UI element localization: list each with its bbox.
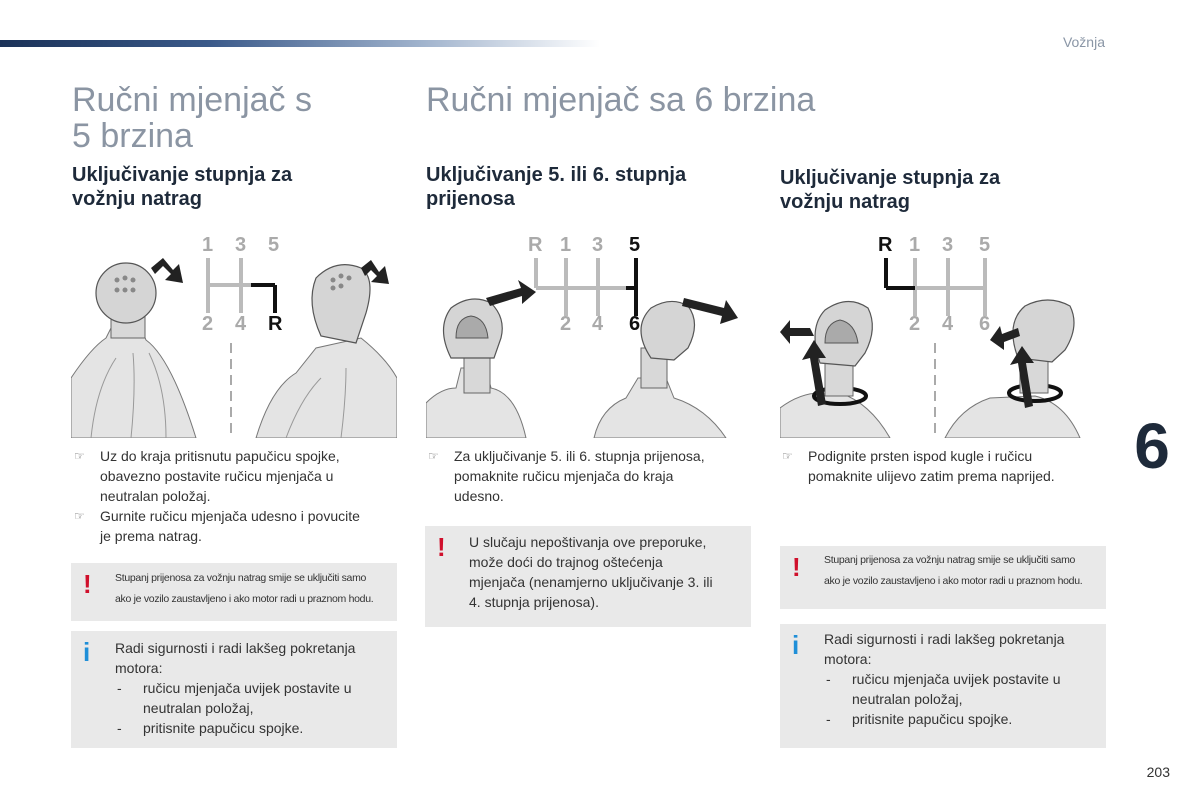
figure-6speed-reverse xyxy=(780,228,1106,438)
instruction-bullet: ☞ Gurnite ručicu mjenjača udesno i povucite je prema natrag. xyxy=(74,508,360,544)
col3-instructions xyxy=(780,446,1106,486)
gear-label: 3 xyxy=(235,234,247,256)
section-label: Vožnja xyxy=(1062,34,1105,50)
warning-text: Stupanj prijenosa za vožnju natrag smije se uključiti samo ako je vozilo zaustavljeno i ako motor radi u praznom hodu. xyxy=(115,572,374,605)
info-list-item: - ručicu mjenjača uvijek postavite u neutralan položaj, xyxy=(117,680,352,716)
info-note xyxy=(71,631,397,748)
gear-label: R xyxy=(878,234,893,256)
page-title-6-speed: Ručni mjenjač sa 6 brzina xyxy=(426,81,816,119)
gear-label: 2 xyxy=(560,313,572,335)
gear-label: 3 xyxy=(942,234,954,256)
gear-label: 2 xyxy=(202,313,214,335)
pointer-hand-icon: ☞ xyxy=(782,449,793,463)
col2-instructions xyxy=(426,446,752,506)
gear-label: 6 xyxy=(979,313,991,335)
gear-label: 5 xyxy=(629,234,641,256)
info-note xyxy=(780,624,1106,748)
info-list-item: - pritisnite papučicu spojke. xyxy=(826,711,1013,727)
col2-subtitle: Uključivanje 5. ili 6. stupnja prijenosa xyxy=(426,164,687,210)
gear-label: 4 xyxy=(942,313,954,335)
gear-label: 5 xyxy=(979,234,991,256)
header-gradient-bar xyxy=(0,40,600,47)
warning-note xyxy=(71,563,397,621)
gear-label: R xyxy=(528,234,543,256)
gear-label: 3 xyxy=(592,234,604,256)
chapter-number: 6 xyxy=(1134,410,1170,482)
pointer-hand-icon: ☞ xyxy=(74,449,85,463)
col1-instructions xyxy=(72,446,398,546)
warning-text: U slučaju nepoštivanja ove preporuke, može doći do trajnog oštećenja mjenjača (nenamjerno uključivanje 3. ili 4. stupnja prijenosa). xyxy=(469,534,713,610)
col1-subtitle: Uključivanje stupnja za vožnju natrag xyxy=(72,164,293,210)
gear-label: R xyxy=(268,313,283,335)
info-icon: i xyxy=(83,637,91,667)
instruction-bullet: ☞ Podignite prsten ispod kugle i ručicu pomaknite ulijevo zatim prema naprijed. xyxy=(782,448,1055,484)
warning-note xyxy=(780,546,1106,609)
gear-label: 5 xyxy=(268,234,280,256)
info-icon: i xyxy=(792,630,800,660)
pointer-hand-icon: ☞ xyxy=(74,509,85,523)
warning-icon: ! xyxy=(83,569,92,599)
gear-label: 1 xyxy=(909,234,921,256)
info-list-item: - ručicu mjenjača uvijek postavite u neutralan položaj, xyxy=(826,671,1061,707)
info-list-item: - pritisnite papučicu spojke. xyxy=(117,720,304,736)
instruction-bullet: ☞ Za uključivanje 5. ili 6. stupnja prijenosa, pomaknite ručicu mjenjača do kraja udesno. xyxy=(428,448,705,504)
warning-icon: ! xyxy=(792,552,801,582)
gear-label: 1 xyxy=(560,234,572,256)
gearshift-illustration-reverse-6speed xyxy=(780,228,1106,438)
col3-subtitle: Uključivanje stupnja za vožnju natrag xyxy=(780,167,1001,213)
instruction-bullet: ☞ Uz do kraja pritisnutu papučicu spojke, obavezno postavite ručicu mjenjača u neutralan položaj. xyxy=(74,448,340,504)
gear-label: 2 xyxy=(909,313,921,335)
warning-note xyxy=(425,526,751,627)
gear-label: 6 xyxy=(629,313,641,335)
figure-6speed-5-6 xyxy=(426,228,752,438)
page-title-5-speed: Ručni mjenjač s 5 brzina xyxy=(72,81,312,155)
info-text: Radi sigurnosti i radi lakšeg pokretanja motora: - ručicu mjenjača uvijek postavite u neutralan položaj, - pritisnite papučicu spojke. xyxy=(115,638,387,738)
info-text: Radi sigurnosti i radi lakšeg pokretanja motora: - ručicu mjenjača uvijek postavite u neutralan položaj, - pritisnite papučicu spojke. xyxy=(824,629,1096,729)
gear-label: 1 xyxy=(202,234,214,256)
warning-icon: ! xyxy=(437,532,446,562)
gearshift-illustration-reverse-5speed xyxy=(71,228,397,438)
pointer-hand-icon: ☞ xyxy=(428,449,439,463)
page-number: 203 xyxy=(1146,764,1170,780)
figure-5speed-reverse xyxy=(71,228,397,438)
warning-text: Stupanj prijenosa za vožnju natrag smije se uključiti samo ako je vozilo zaustavljeno i ako motor radi u praznom hodu. xyxy=(824,554,1083,587)
gearshift-illustration-5-6 xyxy=(426,228,752,438)
gear-label: 4 xyxy=(235,313,247,335)
gear-label: 4 xyxy=(592,313,604,335)
